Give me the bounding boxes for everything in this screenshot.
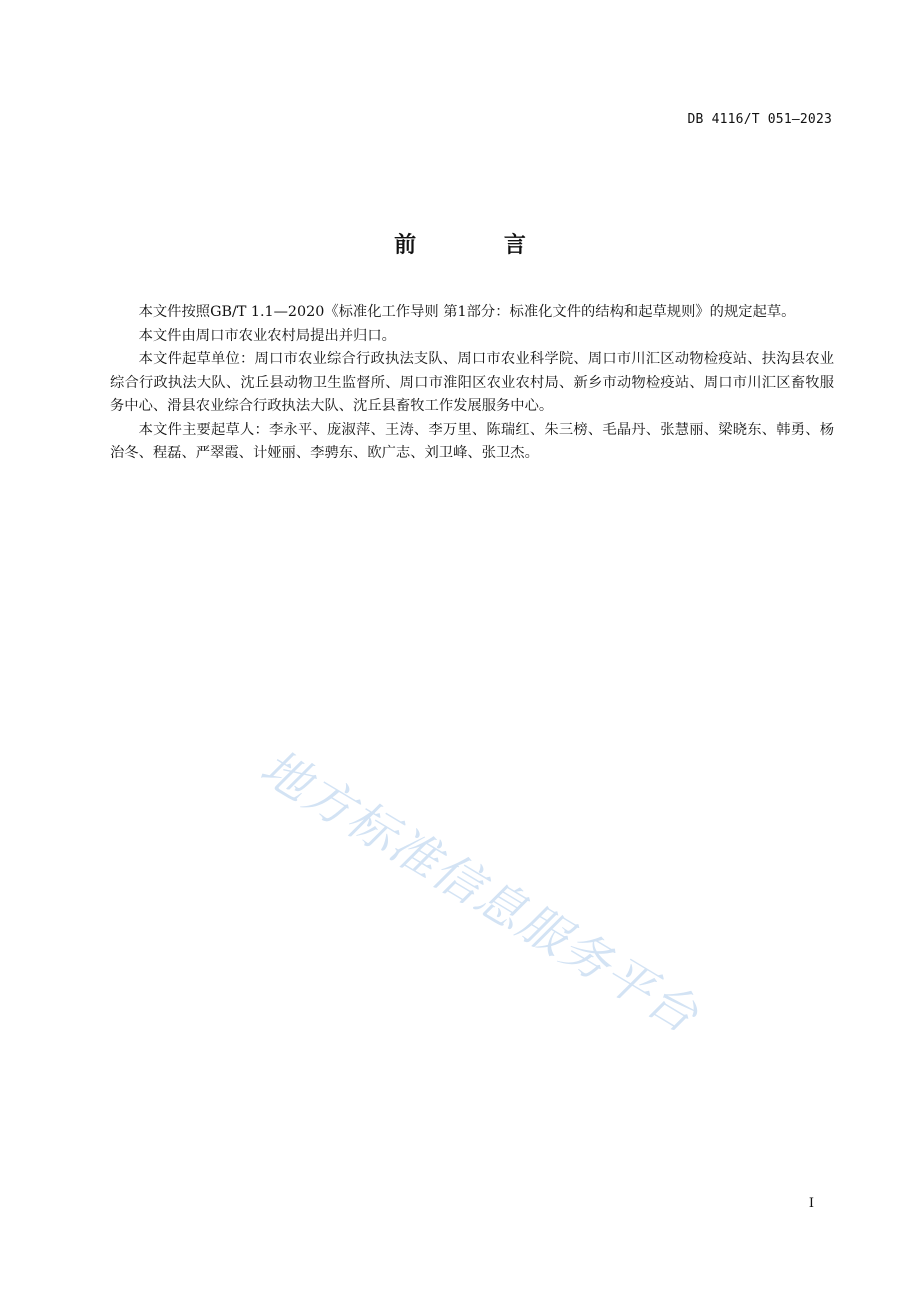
preface-body [110,301,834,466]
paragraph-proposer: 本文件由周口市农业农村局提出并归口。 [138,327,396,344]
document-code: DB 4116/T 051—2023 [687,112,832,127]
page-number: I [808,1196,814,1211]
paragraph-drafters: 本文件主要起草人：李永平、庞淑萍、王涛、李万里、陈瑞红、朱三榜、毛晶丹、张慧丽、梁晓东、韩勇、杨治冬、程磊、严翠霞、计娅丽、李骋东、欧广志、刘卫峰、张卫杰。 [110,421,834,461]
watermark: 地方标准信息服务平台 [250,739,709,1045]
preface-title: 前 言 [394,233,566,258]
paragraph-drafting-units: 本文件起草单位：周口市农业综合行政执法支队、周口市农业科学院、周口市川汇区动物检疫站、扶沟县农业综合行政执法大队、沈丘县动物卫生监督所、周口市淮阳区农业农村局、新乡市动物检疫站、周口市川汇区畜牧服务中心、滑县农业综合行政执法大队、沈丘县畜牧工作发展服务中心。 [110,351,834,414]
paragraph-drafting-rules: 本文件按照GB/T 1.1—2020《标准化工作导则 第1部分：标准化文件的结构和起草规则》的规定起草。 [138,304,796,320]
